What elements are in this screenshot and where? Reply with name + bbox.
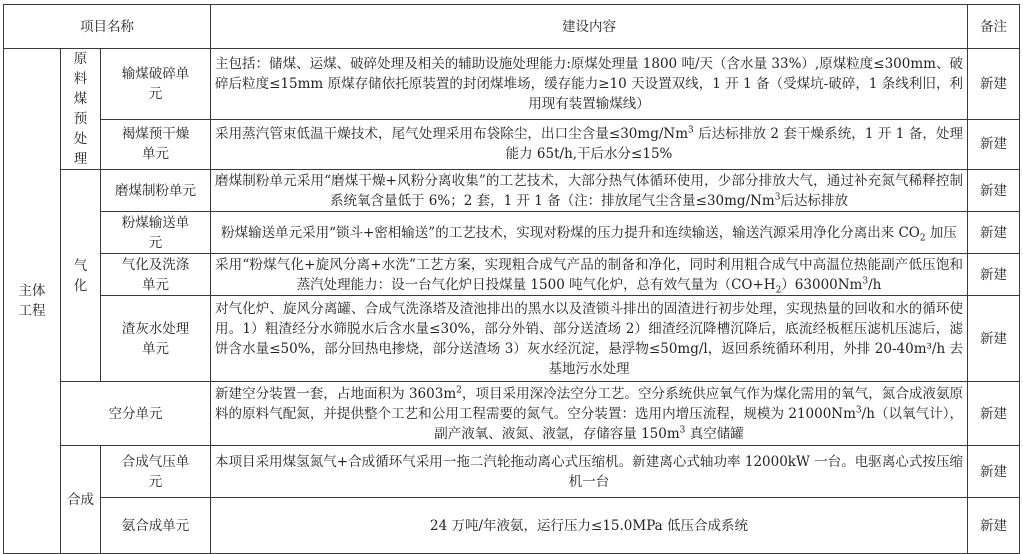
- unit-content: 新建空分装置一套，占地面积为 $3603m^2$，项目采用深冷法空分工艺。空分系统供应氧气作为煤化需用的氧气，氮合成液氨原料的原料气配氮，并提供整个工艺和公用工程需要的氮气。空分装置：选用内增压流程，规模为 21000Nm$^3$/h（以氧气计），副产液氧、液氮、液氩，存储容量 $150m^3$ 真空储罐: [211, 382, 968, 446]
- unit-remark: 新建: [968, 382, 1020, 446]
- table-row: [4, 446, 1020, 498]
- unit-content: 主包括：储煤、运煤、破碎处理及相关的辅助设施处理能力:原煤处理量 1800 吨/天（含水量 33%）,原煤粒度≤300mm、破碎后粒度≤15mm 原煤存储依托原装置的封闭煤堆场，缓存能力≥10 天设置双线，1 开 1 备（受煤坑-破碎，1 条线利旧，利用现有装置输煤线）: [211, 49, 968, 120]
- unit-content: 采用蒸汽管束低温干燥技术，尾气处理采用布袋除尘，出口尘含量$\le 30mg/Nm^3$ 后达标排放 2 套干燥系统，1 开 1 备，处理能力 65t/h,干后水分≤15%: [211, 119, 968, 169]
- unit-name: 渣灰水处理 单元: [101, 296, 211, 382]
- unit-content: 24 万吨/年液氨，运行压力≤15.0MPa 低压合成系统: [211, 498, 968, 554]
- unit-content: 磨煤制粉单元采用“磨煤干燥+风粉分离收集”的工艺技术，大部分热气体循环使用，少部分排放大气，通过补充氮气稀释控制系统氧含量低于 6%；2 套，1 开 1 备（注：排放尾气尘含量$\le 30mg/Nm^3$后达标排放: [211, 170, 968, 212]
- unit-name: 合成气压单 元: [101, 446, 211, 498]
- table-row: [4, 296, 1020, 382]
- unit-content: 粉煤输送单元采用“锁斗+密相输送”的工艺技术，实现对粉煤的压力提升和连续输送，输送汽源采用净化分离出来 $CO_2$ 加压: [211, 212, 968, 254]
- unit-remark: 新建: [968, 254, 1020, 296]
- unit-name: 粉煤输送单 元: [101, 212, 211, 254]
- unit-remark: 新建: [968, 446, 1020, 498]
- unit-name: 气化及洗涤 单元: [101, 254, 211, 296]
- table-row: [4, 382, 1020, 446]
- unit-name: 褐煤预干燥 单元: [101, 119, 211, 169]
- group-coal-pretreat: 原 料 煤 预 处 理: [61, 49, 101, 170]
- unit-remark: 新建: [968, 296, 1020, 382]
- table-row: [4, 170, 1020, 212]
- unit-name: 输煤破碎单 元: [101, 49, 211, 120]
- table-header-row: [4, 5, 1020, 49]
- unit-content: 采用“粉煤气化+旋风分离+水洗”工艺方案，实现粗合成气产品的制备和净化，同时利用粗合成气中高温位热能副产低压饱和蒸汽处理能力：设一台气化炉日投煤量 1500 吨气化炉，总有效气量为$(CO+H_2)63000Nm^3/h$: [211, 254, 968, 296]
- unit-remark: 新建: [968, 212, 1020, 254]
- group-gasification: 气 化: [61, 170, 101, 382]
- header-remark: 备注: [968, 5, 1020, 49]
- project-construction-table: [3, 4, 1020, 554]
- group-main-project: 主体 工程: [4, 49, 61, 554]
- unit-remark: 新建: [968, 49, 1020, 120]
- table-row: [4, 254, 1020, 296]
- group-synthesis: 合成: [61, 446, 101, 554]
- unit-remark: 新建: [968, 170, 1020, 212]
- unit-remark: 新建: [968, 498, 1020, 554]
- unit-remark: 新建: [968, 119, 1020, 169]
- table-row: [4, 212, 1020, 254]
- table-row: [4, 498, 1020, 554]
- header-content: 建设内容: [211, 5, 968, 49]
- header-project-name: 项目名称: [4, 5, 211, 49]
- unit-content: 对气化炉、旋风分离罐、合成气洗涤塔及渣池排出的黑水以及渣锁斗排出的固渣进行初步处理，实现热量的回收和水的循环使用。1）粗渣经分水筛脱水后含水量≤30%，部分外销、部分送渣场 2）细渣经沉降槽沉降后，底流经板框压滤机压滤后，滤饼含水量≤50%，部分回热电掺烧，部分送渣场 3）灰水经沉淀，悬浮物≤50mg/l，返回系统循环利用，外排 20-40m³/h 去基地污水处理: [211, 296, 968, 382]
- unit-name: 氨合成单元: [101, 498, 211, 554]
- unit-content: 本项目采用煤氢氮气+合成循环气采用一拖二汽轮拖动离心式压缩机。新建离心式轴功率 12000kW 一台。电驱离心式按压缩机一台: [211, 446, 968, 498]
- table-row: [4, 119, 1020, 169]
- unit-name: 磨煤制粉单元: [101, 170, 211, 212]
- unit-name: 空分单元: [61, 382, 211, 446]
- table-row: [4, 49, 1020, 120]
